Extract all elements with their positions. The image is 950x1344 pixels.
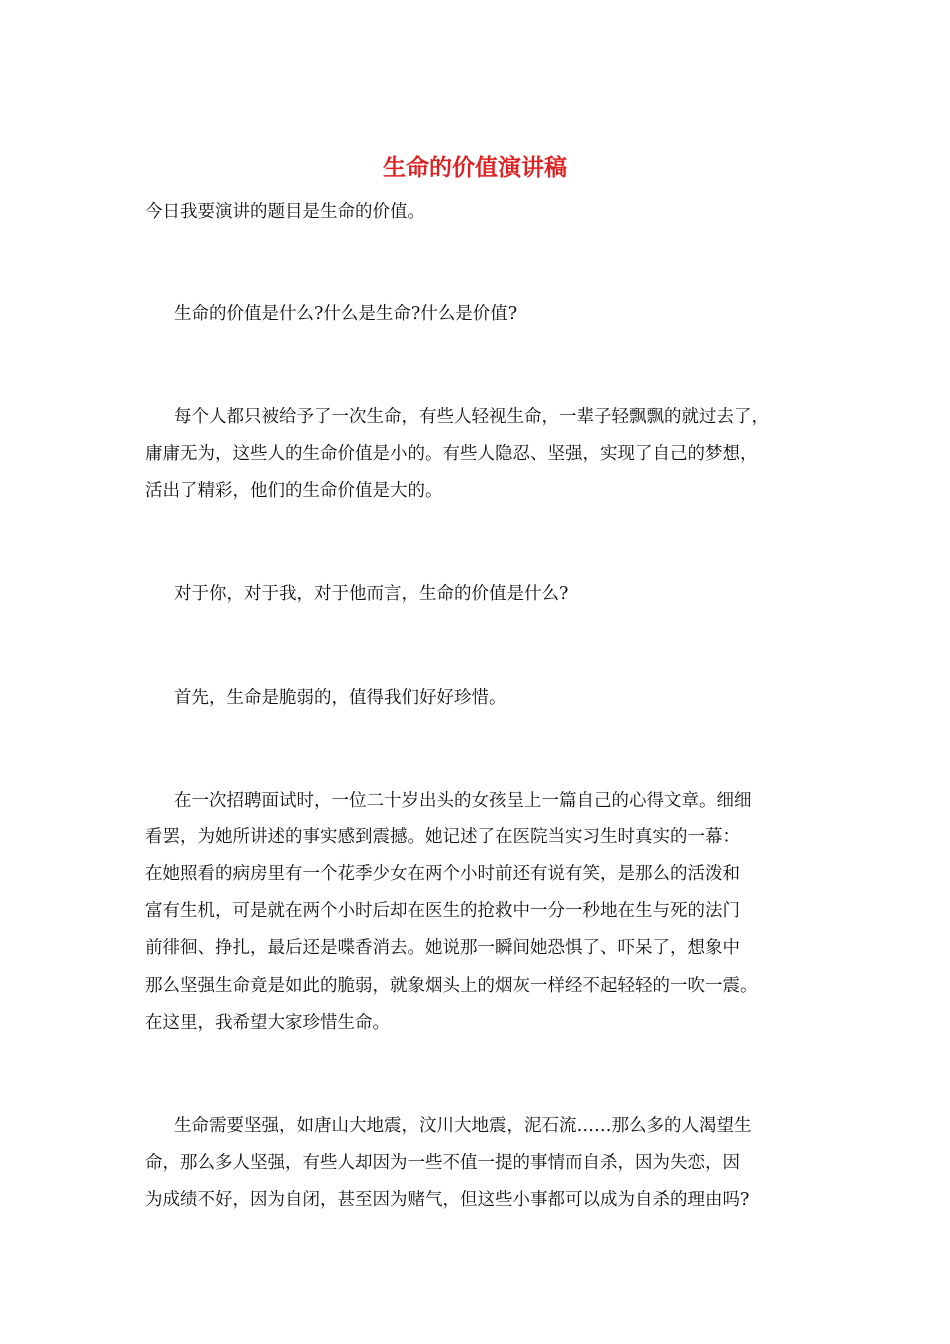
text-line: 庸庸无为，这些人的生命价值是小的。有些人隐忍、坚强，实现了自己的梦想， — [145, 444, 758, 464]
document-title: 生命的价值演讲稿 — [383, 155, 567, 181]
text-line: 那么坚强生命竟是如此的脆弱，就象烟头上的烟灰一样经不起轻轻的一吹一震。 — [145, 976, 758, 996]
text-line: 在她照看的病房里有一个花季少女在两个小时前还有说有笑，是那么的活泼和 — [145, 864, 740, 884]
text-line: 生命需要坚强，如唐山大地震，汶川大地震，泥石流……那么多的人渴望生 — [174, 1116, 752, 1136]
text-line: 每个人都只被给予了一次生命，有些人轻视生命，一辈子轻飘飘的就过去了， — [174, 407, 769, 427]
text-line: 在这里，我希望大家珍惜生命。 — [145, 1013, 390, 1033]
text-line: 为成绩不好，因为自闭，甚至因为赌气，但这些小事都可以成为自杀的理由吗? — [145, 1190, 750, 1210]
text-line-question: 生命的价值是什么?什么是生命?什么是价值? — [174, 304, 518, 324]
text-line: 在一次招聘面试时，一位二十岁出头的女孩呈上一篇自己的心得文章。细细 — [174, 791, 752, 811]
text-line: 富有生机，可是就在两个小时后却在医生的抢救中一分一秒地在生与死的法门 — [145, 901, 740, 921]
text-line-intro: 今日我要演讲的题目是生命的价值。 — [145, 202, 425, 222]
text-line: 前徘徊、挣扎，最后还是喋香消去。她说那一瞬间她恐惧了、吓呆了，想象中 — [145, 938, 740, 958]
text-line: 命，那么多人坚强，有些人却因为一些不值一提的事情而自杀，因为失恋，因 — [145, 1153, 740, 1173]
text-line: 对于你，对于我，对于他而言，生命的价值是什么? — [174, 584, 569, 604]
text-line: 活出了精彩，他们的生命价值是大的。 — [145, 481, 443, 501]
text-line: 首先，生命是脆弱的，值得我们好好珍惜。 — [174, 688, 507, 708]
text-line: 看罢，为她所讲述的事实感到震撼。她记述了在医院当实习生时真实的一幕： — [145, 827, 740, 847]
